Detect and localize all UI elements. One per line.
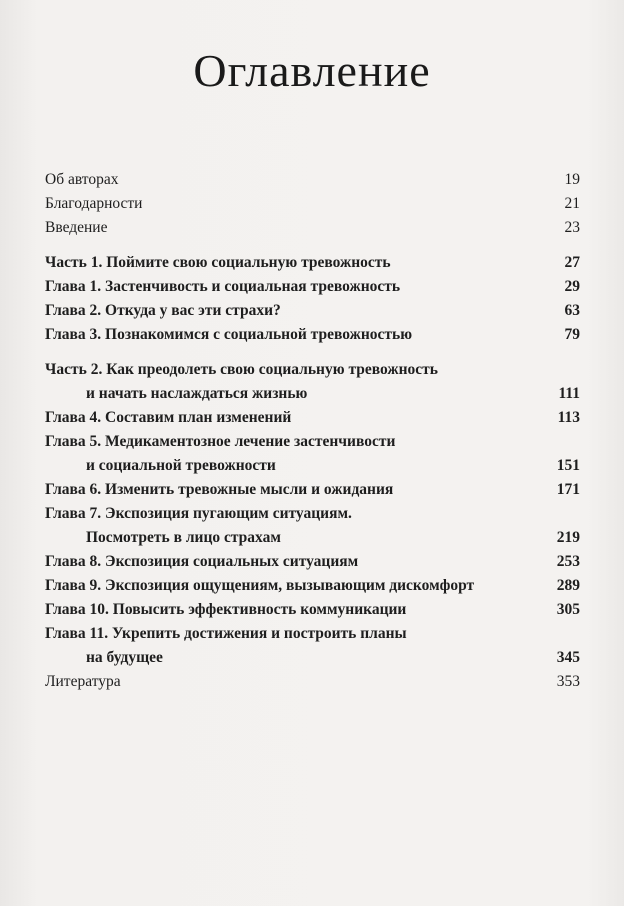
toc-entry-label: Введение (45, 219, 108, 236)
table-of-contents (45, 168, 580, 694)
toc-entry-page: 219 (556, 529, 580, 546)
toc-entry-label: Часть 1. Поймите свою социальную тревожность (45, 254, 391, 271)
toc-entry-label-line-1: Глава 5. Медикаментозное лечение застенчивости (45, 433, 396, 450)
toc-entry-label: Благодарности (45, 195, 143, 212)
toc-entry-page: 79 (564, 326, 580, 343)
toc-entry-page: 23 (564, 219, 580, 236)
toc-entry-page: 27 (564, 254, 580, 271)
toc-entry-page: 21 (564, 195, 580, 212)
toc-entry-label: Глава 8. Экспозиция социальных ситуациям (45, 553, 359, 570)
toc-entry-label: Глава 6. Изменить тревожные мысли и ожидания (45, 481, 394, 498)
toc-entry-page: 63 (564, 302, 580, 319)
toc-entry-label-line-2: и начать наслаждаться жизнью (86, 385, 308, 402)
toc-entry-part-2 (45, 358, 580, 406)
toc-entry-chapter-1 (45, 275, 580, 299)
toc-entry-chapter-2 (45, 299, 580, 323)
toc-entry-introduction (45, 216, 580, 240)
toc-entry-label: Глава 1. Застенчивость и социальная тревожность (45, 278, 401, 295)
toc-entry-page: 29 (564, 278, 580, 295)
toc-entry-chapter-8 (45, 550, 580, 574)
toc-entry-chapter-6 (45, 478, 580, 502)
toc-entry-page: 111 (558, 385, 580, 402)
page-title: Оглавление (193, 45, 431, 96)
toc-entry-chapter-7 (45, 502, 580, 550)
toc-entry-label (45, 430, 395, 478)
toc-entry-label-line-2: на будущее (86, 649, 163, 666)
toc-entry-label (45, 358, 438, 406)
toc-entry-label-line-1: Часть 2. Как преодолеть свою социальную тревожность (45, 361, 438, 378)
toc-entry-label (45, 502, 352, 550)
toc-entry-label: Литература (45, 673, 121, 690)
toc-entry-page: 171 (556, 481, 580, 498)
toc-entry-label-line-2: Посмотреть в лицо страхам (86, 529, 281, 546)
toc-entry-chapter-9 (45, 574, 580, 598)
toc-entry-chapter-4 (45, 406, 580, 430)
toc-entry-acknowledgements (45, 192, 580, 216)
toc-entry-chapter-11 (45, 622, 580, 670)
toc-entry-part-1 (45, 251, 580, 275)
toc-entry-page: 253 (556, 553, 580, 570)
toc-entry-label: Глава 2. Откуда у вас эти страхи? (45, 302, 281, 319)
toc-entry-page: 113 (557, 409, 580, 426)
toc-entry-label: Глава 9. Экспозиция ощущениям, вызывающим дискомфорт (45, 577, 475, 594)
toc-entry-label: Глава 4. Составим план изменений (45, 409, 292, 426)
toc-entry-page: 345 (556, 649, 580, 666)
toc-entry-label-line-1: Глава 7. Экспозиция пугающим ситуациям. (45, 505, 352, 522)
toc-entry-literature (45, 670, 580, 694)
toc-entry-chapter-5 (45, 430, 580, 478)
toc-entry-label-line-2: и социальной тревожности (86, 457, 276, 474)
toc-entry-label: Глава 10. Повысить эффективность коммуникации (45, 601, 407, 618)
toc-entry-page: 353 (556, 673, 580, 690)
toc-entry-authors (45, 168, 580, 192)
toc-entry-label (45, 622, 407, 670)
toc-entry-chapter-10 (45, 598, 580, 622)
toc-entry-page: 19 (564, 171, 580, 188)
toc-entry-chapter-3 (45, 323, 580, 347)
toc-entry-page: 305 (556, 601, 580, 618)
toc-entry-label-line-1: Глава 11. Укрепить достижения и построить планы (45, 625, 407, 642)
toc-entry-page: 151 (556, 457, 580, 474)
toc-entry-label: Об авторах (45, 171, 119, 188)
toc-entry-page: 289 (556, 577, 580, 594)
toc-entry-label: Глава 3. Познакомимся с социальной тревожностью (45, 326, 413, 343)
